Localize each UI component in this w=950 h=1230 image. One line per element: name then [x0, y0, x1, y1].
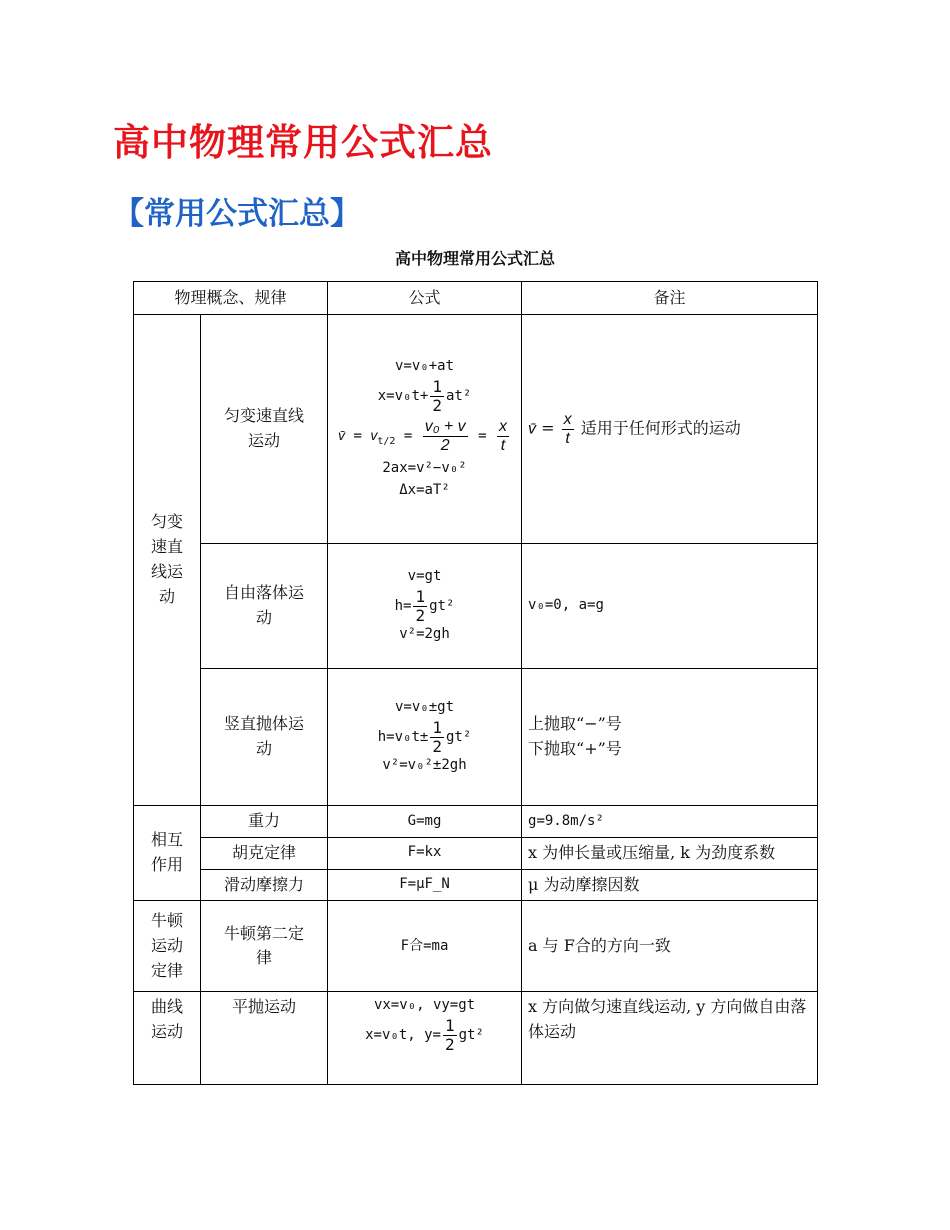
header-note: 备注 — [522, 282, 818, 315]
group-interaction: 相互作用 — [134, 806, 201, 901]
note-vertical-throw: 上抛取“−”号 下抛取“+”号 — [522, 669, 818, 806]
formula-table — [133, 281, 818, 1085]
note-uniform-accel: v̄ = $\frac{x}{t}$ 适用于任何形式的运动 — [522, 315, 818, 544]
group-kinematics: 匀变速直线运动 — [134, 315, 201, 806]
formulas-uniform-accel — [328, 315, 522, 544]
note-friction: μ 为动摩擦因数 — [522, 869, 818, 901]
formula-displacement: x=v₀t+ $\frac{1}{2}$ at² — [377, 376, 472, 415]
concept-free-fall: 自由落体运动 — [201, 544, 328, 669]
formula-average-velocity: v̄ = $v_{t/2}$ = $\frac{\text{v₀ + v}}{2}$ = $\frac{x}{t}$ — [338, 418, 507, 454]
note-newton2: a 与 F合的方向一致 — [522, 901, 818, 992]
table-row — [134, 901, 818, 992]
concept-hooke: 胡克定律 — [201, 837, 328, 869]
table-row — [134, 837, 818, 869]
group-newton: 牛顿运动定律 — [134, 901, 201, 992]
table-row — [134, 992, 818, 1085]
group-curve: 曲线运动 — [134, 992, 201, 1085]
formula-velocity-displacement: 2ax=v²−v₀² — [382, 460, 467, 477]
formula-velocity: v=v₀+at — [395, 358, 455, 375]
note-free-fall: v₀=0, a=g — [522, 544, 818, 669]
concept-newton2: 牛顿第二定律 — [201, 901, 328, 992]
note-gravity: g=9.8m/s² — [522, 806, 818, 838]
table-row — [134, 669, 818, 806]
formula-gravity: G=mg — [328, 806, 522, 838]
note-hooke: x 为伸长量或压缩量, k 为劲度系数 — [522, 837, 818, 869]
concept-uniform-accel: 匀变速直线运动 — [201, 315, 328, 544]
table-row — [134, 869, 818, 901]
header-concept: 物理概念、规律 — [134, 282, 328, 315]
formula-delta-x: Δx=aT² — [399, 482, 450, 499]
concept-friction: 滑动摩擦力 — [201, 869, 328, 901]
note-projectile: x 方向做匀速直线运动, y 方向做自由落体运动 — [522, 992, 818, 1085]
table-caption: 高中物理常用公式汇总 — [394, 249, 555, 268]
formula-hooke: F=kx — [328, 837, 522, 869]
table-row — [134, 806, 818, 838]
table-row — [134, 544, 818, 669]
section-title: 【常用公式汇总】 — [113, 196, 361, 232]
formulas-vertical-throw: v=v₀±gt h=v₀t± $\frac{1}{2}$ gt² v²=v₀²±2gh — [328, 669, 522, 806]
formula-friction: F=μF_N — [328, 869, 522, 901]
formulas-free-fall: v=gt h= $\frac{1}{2}$ gt² v²=2gh — [328, 544, 522, 669]
concept-projectile: 平抛运动 — [201, 992, 328, 1085]
header-formula: 公式 — [328, 282, 522, 315]
concept-gravity: 重力 — [201, 806, 328, 838]
concept-vertical-throw: 竖直抛体运动 — [201, 669, 328, 806]
table-row — [134, 315, 818, 544]
formulas-projectile: vx=v₀, vy=gt x=v₀t, y= $\frac{1}{2}$ gt² — [328, 992, 522, 1085]
formula-newton2: F合=ma — [328, 901, 522, 992]
page-title: 高中物理常用公式汇总 — [113, 120, 493, 164]
table-header-row — [134, 282, 818, 315]
